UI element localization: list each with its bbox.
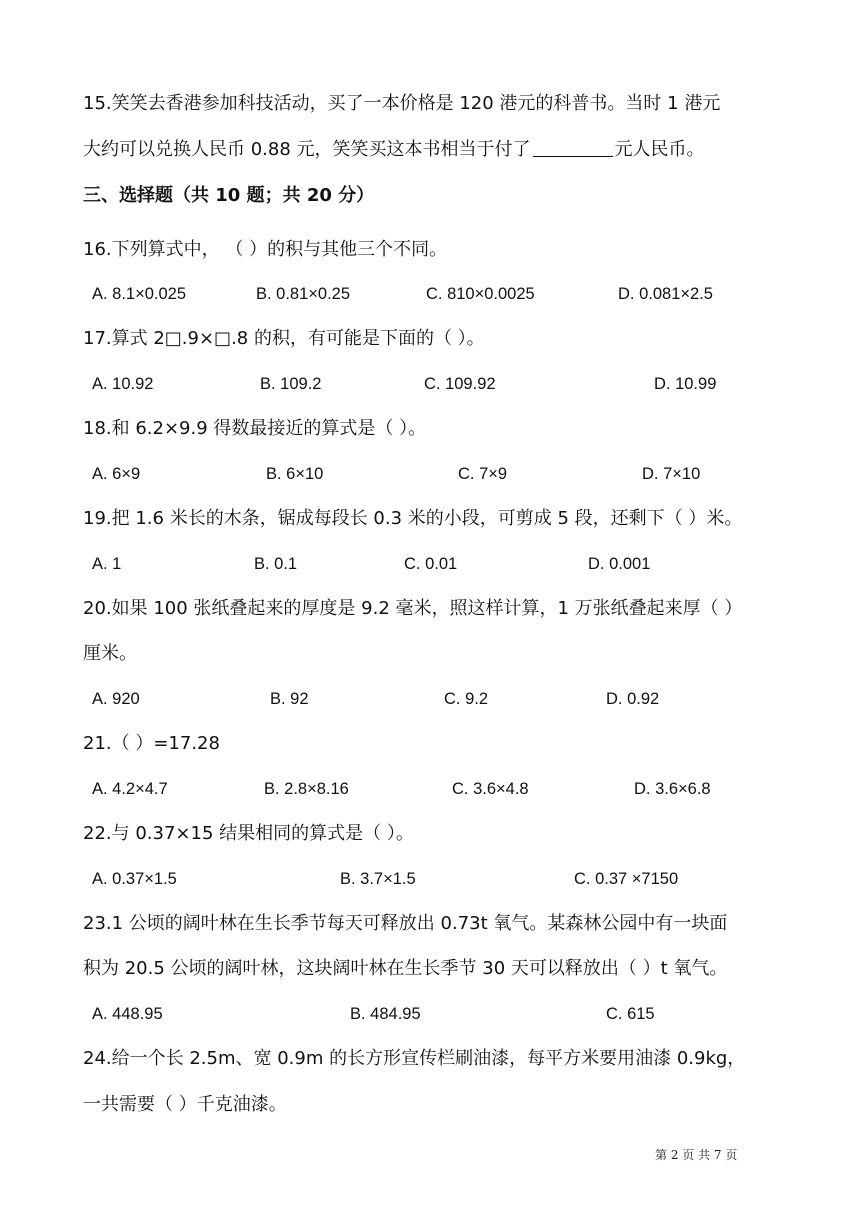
question-15-line-1: 15.笑笑去香港参加科技活动，买了一本价格是 120 港元的科普书。当时 1 港元	[83, 93, 721, 114]
option-c[interactable]: C. 615	[606, 1005, 655, 1023]
section-heading: 三、选择题（共 10 题；共 20 分）	[83, 185, 375, 206]
question-22: 22.与 0.37×15 结果相同的算式是（ ）。	[83, 823, 414, 844]
question-16: 16.下列算式中， （ ）的积与其他三个不同。	[83, 239, 448, 260]
option-d[interactable]: D. 0.92	[606, 690, 660, 708]
option-b[interactable]: B. 484.95	[350, 1005, 421, 1023]
question-17-options	[0, 372, 860, 396]
question-23-options	[0, 1002, 860, 1026]
option-d[interactable]: D. 7×10	[642, 465, 701, 483]
page-number-footer: 第 2 页 共 7 页	[655, 1148, 738, 1162]
option-b[interactable]: B. 109.2	[260, 375, 322, 393]
question-15-text-a: 大约可以兑换人民币 0.88 元，笑笑买这本书相当于付了	[83, 139, 531, 160]
option-b[interactable]: B. 3.7×1.5	[340, 870, 416, 888]
option-a[interactable]: A. 6×9	[92, 465, 141, 483]
question-18-options	[0, 462, 860, 486]
question-23-line-2: 积为 20.5 公顷的阔叶林，这块阔叶林在生长季节 30 天可以释放出（ ）t 氧气。	[83, 958, 728, 979]
option-c[interactable]: C. 3.6×4.8	[452, 780, 529, 798]
question-23-line-1: 23.1 公顷的阔叶林在生长季节每天可释放出 0.73t 氧气。某森林公园中有一块面	[83, 913, 728, 934]
question-20-line-1: 20.如果 100 张纸叠起来的厚度是 9.2 毫米，照这样计算，1 万张纸叠起来厚（ ）	[83, 598, 743, 619]
option-b[interactable]: B. 2.8×8.16	[264, 780, 349, 798]
question-19: 19.把 1.6 米长的木条，锯成每段长 0.3 米的小段，可剪成 5 段，还剩下（ ）米。	[83, 508, 743, 529]
question-21-options	[0, 777, 860, 801]
option-b[interactable]: B. 92	[270, 690, 309, 708]
question-18: 18.和 6.2×9.9 得数最接近的算式是（ ）。	[83, 418, 427, 439]
option-a[interactable]: A. 10.92	[92, 375, 154, 393]
option-c[interactable]: C. 7×9	[458, 465, 508, 483]
question-22-options	[0, 867, 860, 891]
option-d[interactable]: D. 10.99	[654, 375, 717, 393]
option-a[interactable]: A. 920	[92, 690, 140, 708]
option-a[interactable]: A. 4.2×4.7	[92, 780, 168, 798]
option-c[interactable]: C. 0.01	[404, 555, 458, 573]
question-15-text-b: 元人民币。	[614, 139, 705, 160]
question-21: 21.（ ）=17.28	[83, 733, 220, 754]
question-17: 17.算式 2□.9×□.8 的积，有可能是下面的（ ）。	[83, 328, 485, 349]
question-24-line-1: 24.给一个长 2.5m、宽 0.9m 的长方形宣传栏刷油漆，每平方米要用油漆 0.9kg，	[83, 1048, 746, 1069]
option-d[interactable]: D. 3.6×6.8	[634, 780, 711, 798]
option-d[interactable]: D. 0.081×2.5	[618, 285, 713, 303]
question-20-options	[0, 687, 860, 711]
option-c[interactable]: C. 0.37 ×7150	[574, 870, 679, 888]
answer-blank[interactable]	[533, 138, 613, 157]
question-15-line-2	[83, 138, 705, 162]
option-a[interactable]: A. 8.1×0.025	[92, 285, 187, 303]
question-19-options	[0, 552, 860, 576]
option-a[interactable]: A. 1	[92, 555, 122, 573]
question-16-options	[0, 282, 860, 306]
option-b[interactable]: B. 0.1	[254, 555, 298, 573]
option-a[interactable]: A. 448.95	[92, 1005, 163, 1023]
question-20-line-2: 厘米。	[83, 643, 137, 664]
option-b[interactable]: B. 0.81×0.25	[256, 285, 351, 303]
question-24-line-2: 一共需要（ ）千克油漆。	[83, 1094, 287, 1115]
option-c[interactable]: C. 9.2	[444, 690, 489, 708]
option-b[interactable]: B. 6×10	[266, 465, 324, 483]
option-c[interactable]: C. 810×0.0025	[426, 285, 535, 303]
option-a[interactable]: A. 0.37×1.5	[92, 870, 177, 888]
option-c[interactable]: C. 109.92	[424, 375, 496, 393]
option-d[interactable]: D. 0.001	[588, 555, 651, 573]
